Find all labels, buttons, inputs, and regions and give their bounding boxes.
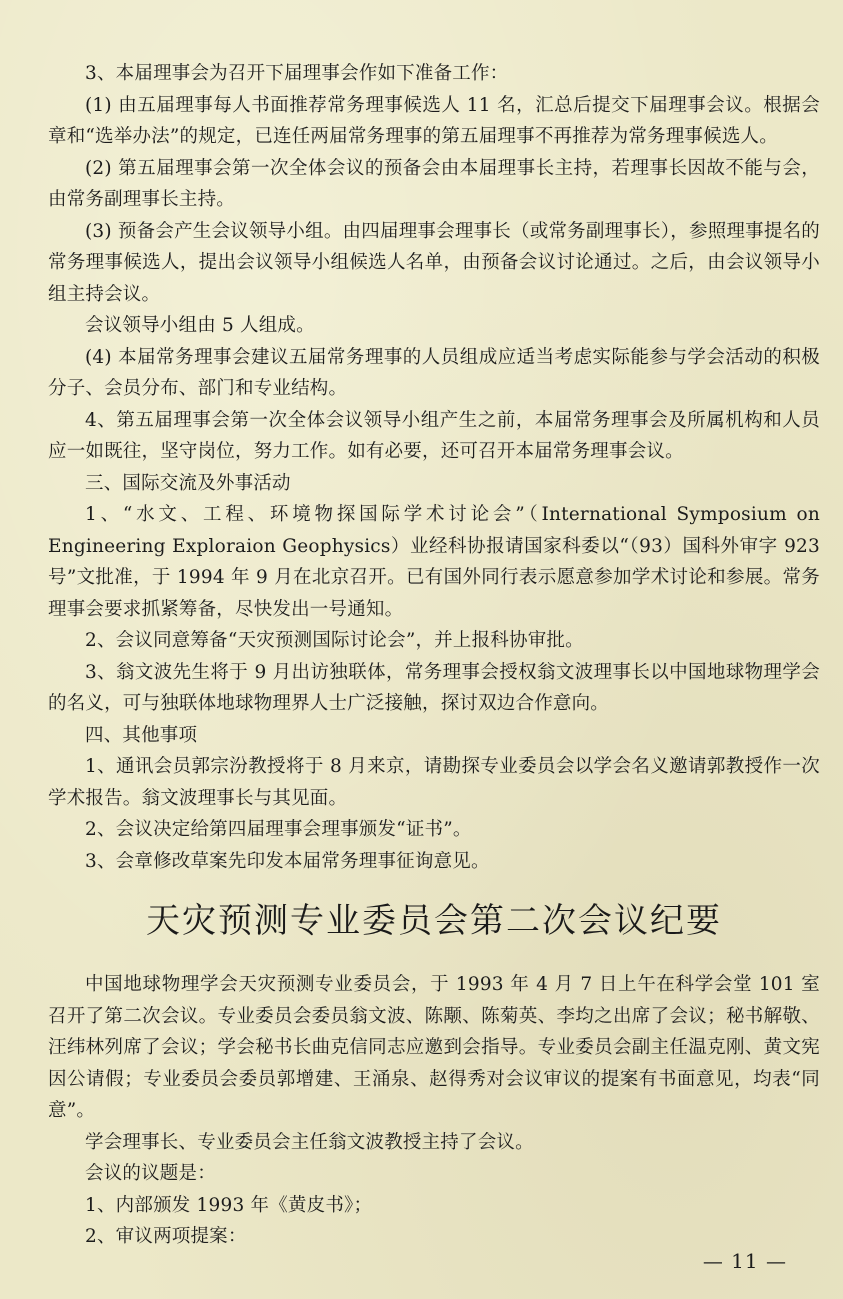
article-title: 天灾预测专业委员会第二次会议纪要 — [146, 901, 722, 941]
paragraph-item-1: (1) 由五届理事每人书面推荐常务理事候选人 11 名，汇总后提交下届理事会议。根据会章和“选举办法”的规定，已连任两届常务理事的第五届理事不再推荐为常务理事候选人。 — [48, 94, 820, 147]
paragraph-certificate: 2、会议决定给第四届理事会理事颁发“证书”。 — [85, 819, 472, 840]
paragraph-prep-work: 3、本届理事会为召开下届理事会作如下准备工作： — [85, 63, 509, 84]
paragraph-point-4: 4、第五届理事会第一次全体会议领导小组产生之前，本届常务理事会及所属机构和人员应一如既往，坚守岗位，努力工作。如有必要，还可召开本届常务理事会议。 — [48, 409, 820, 462]
paragraph-agenda-intro: 会议的议题是： — [85, 1163, 216, 1184]
section-heading-other: 四、其他事项 — [85, 724, 198, 746]
paragraph-symposium: 1、“水文、工程、环境物探国际学术讨论会”（International Symposium on Engineering Exploraion Geophysics）业经科协报请国家科委以“（93）国科外审字 923 号”文批准，于 1994 年 9 月在北京召开。已有国外同行表示愿意参加学术讨论和参展。常务理事会要求抓紧筹备，尽快发出一号通知。 — [48, 504, 820, 620]
paragraph-item-4: (4) 本届常务理事会建议五届常务理事的人员组成应适当考虑实际能参与学会活动的积极分子、会员分布、部门和专业结构。 — [48, 346, 820, 399]
paragraph-item-2: (2) 第五届理事会第一次全体会议的预备会由本届理事长主持，若理事长因故不能与会，由常务副理事长主持。 — [48, 157, 820, 210]
paragraph-agenda-2: 2、审议两项提案： — [85, 1226, 247, 1247]
paragraph-chair: 学会理事长、专业委员会主任翁文波教授主持了会议。 — [85, 1131, 534, 1153]
paragraph-lecture: 1、通讯会员郭宗汾教授将于 8 月来京，请勘探专业委员会以学会名义邀请郭教授作一次学术报告。翁文波理事长与其见面。 — [48, 756, 820, 809]
page-number: — 11 — — [702, 1249, 787, 1273]
paragraph-disaster-forum: 2、会议同意筹备“天灾预测国际讨论会”，并上报科协审批。 — [85, 630, 584, 651]
paragraph-leader-group: 会议领导小组由 5 人组成。 — [85, 315, 315, 336]
paragraph-cis-visit: 3、翁文波先生将于 9 月出访独联体，常务理事会授权翁文波理事长以中国地球物理学会的名义，可与独联体地球物理界人士广泛接触，探讨双边合作意向。 — [48, 661, 820, 714]
paragraph-charter-draft: 3、会章修改草案先印发本届常务理事征询意见。 — [85, 850, 490, 872]
paragraph-agenda-1: 1、内部颁发 1993 年《黄皮书》； — [85, 1194, 373, 1216]
section-heading-international: 三、国际交流及外事活动 — [85, 472, 291, 494]
page-content — [48, 58, 820, 1253]
paragraph-item-3: (3) 预备会产生会议领导小组。由四届理事会理事长（或常务副理事长），参照理事提名的常务理事候选人，提出会议领导小组候选人名单，由预备会议讨论通过。之后，由会议领导小组主持会议。 — [48, 220, 820, 305]
paragraph-meeting-info: 中国地球物理学会天灾预测专业委员会，于 1993 年 4 月 7 日上午在科学会堂 101 室召开了第二次会议。专业委员会委员翁文波、陈颙、陈菊英、李均之出席了会议；秘书解敬、汪纬林列席了会议；学会秘书长曲克信同志应邀到会指导。专业委员会副主任温克刚、黄文宪因公请假；专业委员会委员郭增建、王涌泉、赵得秀对会议审议的提案有书面意见，均表“同意”。 — [48, 974, 820, 1121]
